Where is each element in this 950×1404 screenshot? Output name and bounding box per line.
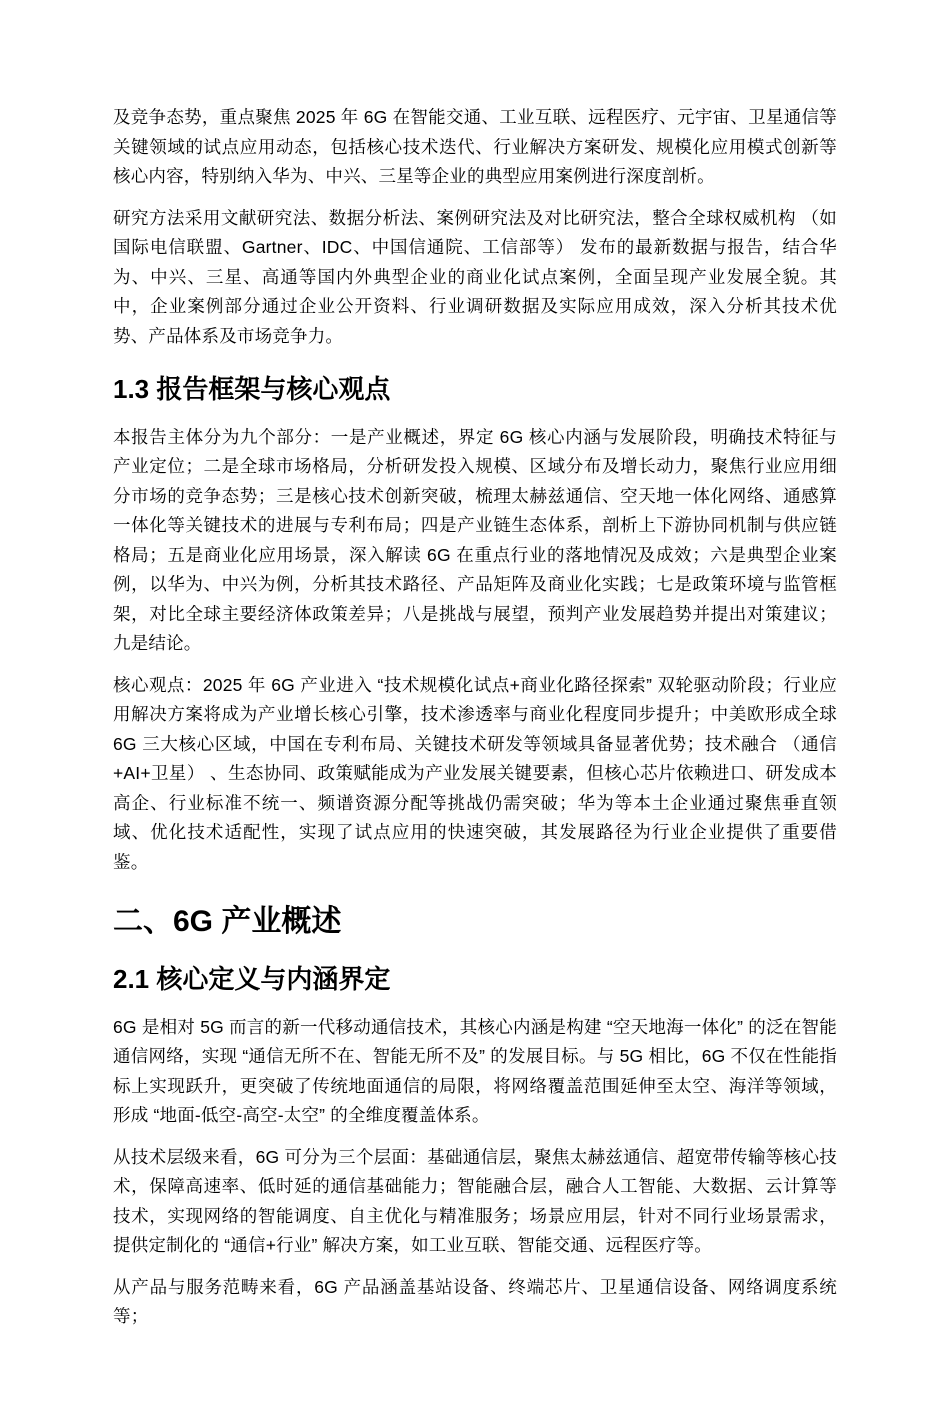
paragraph-technical-layers: 从技术层级来看，6G 可分为三个层面：基础通信层，聚焦太赫兹通信、超宽带传输等核心技术，保障高速率、低时延的通信基础能力；智能融合层，融合人工智能、大数据、云计算等技术，实现网络的智能调度、自主优化与精准服务；场景应用层，针对不同行业场景需求，提供定制化的 “通信+行业” 解决方案，如工业互联、智能交通、远程医疗等。 [113, 1146, 837, 1256]
paragraph-products-and-services: 从产品与服务范畴来看，6G 产品涵盖基站设备、终端芯片、卫星通信设备、网络调度系统等； [113, 1276, 837, 1327]
paragraph-key-viewpoints: 核心观点：2025 年 6G 产业进入 “技术规模化试点+商业化路径探索” 双轮驱动阶段；行业应用解决方案将成为产业增长核心引擎，技术渗透率与商业化程度同步提升；中美欧形成全球 6G 三大核心区域，中国在专利布局、关键技术研发等领域具备显著优势；技术融合 （通信+AI+卫星） 、生态协同、政策赋能成为产业发展关键要素，但核心芯片依赖进口、研发成本高企、行业标准不统一、频谱资源分配等挑战仍需突破；华为等本土企业通过聚焦垂直领域、优化技术适配性，实现了试点应用的快速突破，其发展路径为行业企业提供了重要借鉴。 [113, 674, 837, 872]
section-heading-1-3-report-framework: 1.3 报告框架与核心观点 [113, 374, 391, 404]
chapter-heading-2-6g-industry-overview: 二、6G 产业概述 [113, 905, 342, 939]
paragraph-competition-focus: 及竞争态势，重点聚焦 2025 年 6G 在智能交通、工业互联、远程医疗、元宇宙、卫星通信等关键领域的试点应用动态，包括核心技术迭代、行业解决方案研发、规模化应用模式创新等核心内容，特别纳入华为、中兴、三星等企业的典型应用案例进行深度剖析。 [113, 107, 837, 186]
paragraph-6g-definition: 6G 是相对 5G 而言的新一代移动通信技术，其核心内涵是构建 “空天地海一体化” 的泛在智能通信网络，实现 “通信无所不在、智能无所不及” 的发展目标。与 5G 相比，6G 不仅在性能指标上实现跃升，更突破了传统地面通信的局限，将网络覆盖范围延伸至太空、海洋等领域，形成 “地面-低空-高空-太空” 的全维度覆盖体系。 [113, 1016, 837, 1126]
section-heading-2-1-core-definition: 2.1 核心定义与内涵界定 [113, 963, 391, 994]
paragraph-research-methodology: 研究方法采用文献研究法、数据分析法、案例研究法及对比研究法，整合全球权威机构 （如国际电信联盟、Gartner、IDC、中国信通院、工信部等） 发布的最新数据与报告，结合华为、中兴、三星、高通等国内外典型企业的商业化试点案例，全面呈现产业发展全貌。其中，企业案例部分通过企业公开资料、行业调研数据及实际应用成效，深入分析其技术优势、产品体系及市场竞争力。 [113, 207, 837, 346]
paragraph-report-structure-nine-parts: 本报告主体分为九个部分：一是产业概述，界定 6G 核心内涵与发展阶段，明确技术特征与产业定位；二是全球市场格局，分析研发投入规模、区域分布及增长动力，聚焦行业应用细分市场的竞争态势；三是核心技术创新突破，梳理太赫兹通信、空天地一体化网络、通感算一体化等关键技术的进展与专利布局；四是产业链生态体系，剖析上下游协同机制与供应链格局；五是商业化应用场景，深入解读 6G 在重点行业的落地情况及成效；六是典型企业案例，以华为、中兴为例，分析其技术路径、产品矩阵及商业化实践；七是政策环境与监管框架，对比全球主要经济体政策差异；八是挑战与展望，预判产业发展趋势并提出对策建议；九是结论。 [113, 426, 837, 654]
